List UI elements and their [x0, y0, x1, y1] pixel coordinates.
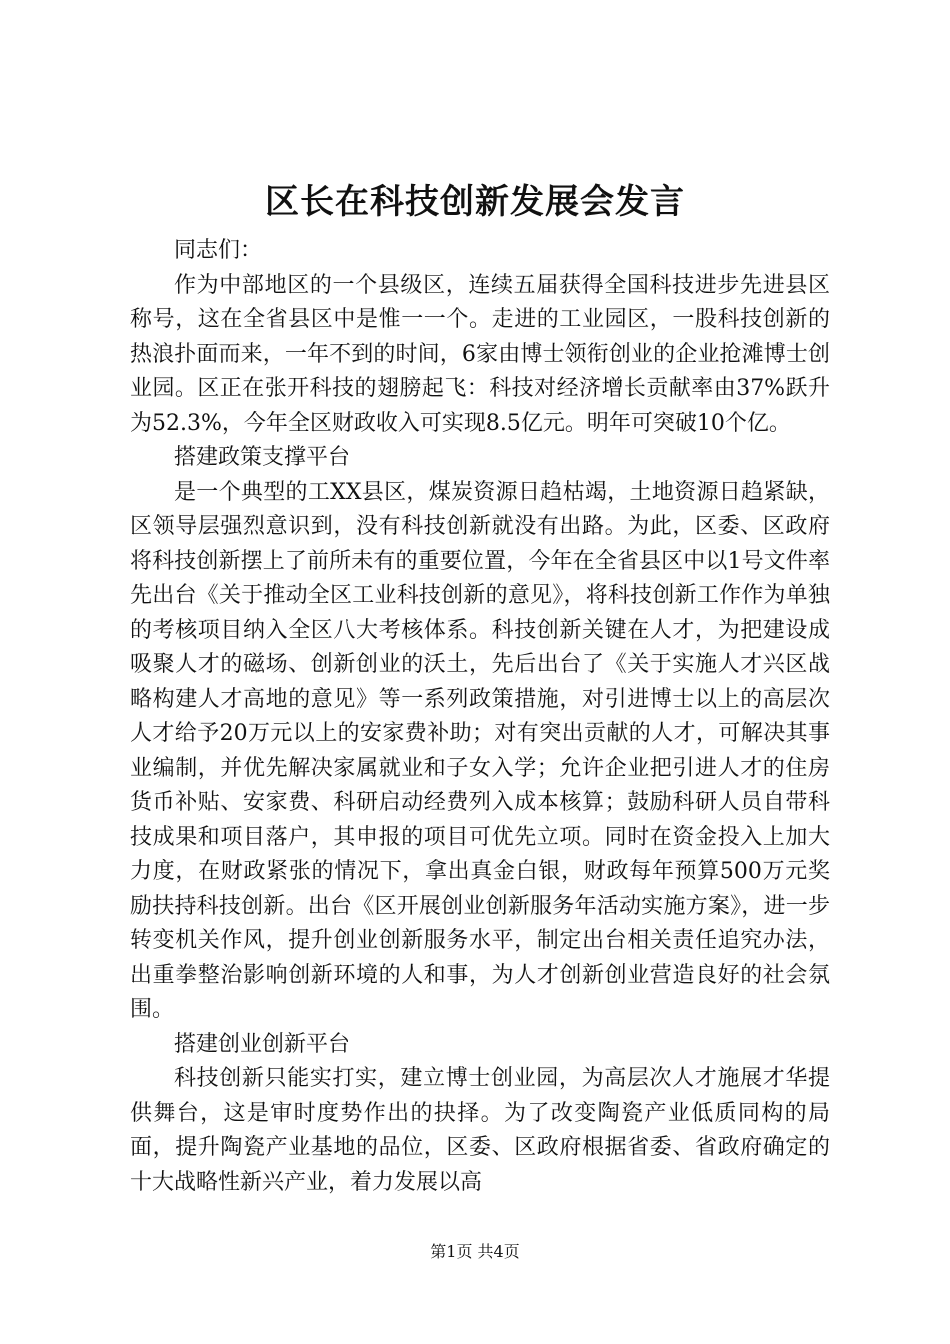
paragraph-intro: 作为中部地区的一个县级区，连续五届获得全国科技进步先进县区称号，这在全省县区中是惟一一个。走进的工业园区，一股科技创新的热浪扑面而来，一年不到的时间，6家由博士领衔创业的企业抢滩博士创业园。区正在张开科技的翅膀起飞：科技对经济增长贡献率由37%跃升为52.3%，今年全区财政收入可实现8.5亿元。明年可突破10个亿。	[130, 272, 830, 436]
section-heading-policy: 搭建政策支撑平台	[174, 445, 351, 470]
paragraph-policy: 是一个典型的工XX县区，煤炭资源日趋枯竭，土地资源日趋紧缺，区领导层强烈意识到，没有科技创新就没有出路。为此，区委、区政府将科技创新摆上了前所未有的重要位置，今年在全省县区中以1号文件率先出台《关于推动全区工业科技创新的意见》，将科技创新工作作为单独的考核项目纳入全区八大考核体系。科技创新关键在人才，为把建设成吸聚人才的磁场、创新创业的沃土，先后出台了《关于实施人才兴区战略构建人才高地的意见》等一系列政策措施，对引进博士以上的高层次人才给予20万元以上的安家费补助；对有突出贡献的人才，可解决其事业编制，并优先解决家属就业和子女入学；允许企业把引进人才的住房货币补贴、安家费、科研启动经费列入成本核算；鼓励科研人员自带科技成果和项目落户，其申报的项目可优先立项。同时在资金投入上加大力度，在财政紧张的情况下，拿出真金白银，财政每年预算500万元奖励扶持科技创新。出台《区开展创业创新服务年活动实施方案》，进一步转变机关作风，提升创业创新服务水平，制定出台相关责任追究办法，出重拳整治影响创新环境的人和事，为人才创新创业营造良好的社会氛围。	[130, 479, 830, 1022]
document-title: 区长在科技创新发展会发言	[265, 182, 685, 222]
section-heading-innovation: 搭建创业创新平台	[174, 1031, 351, 1057]
page-footer: 第1页 共4页	[430, 1242, 520, 1261]
document-body	[130, 234, 830, 1200]
salutation: 同志们：	[174, 238, 263, 263]
paragraph-innovation: 科技创新只能实打实，建立博士创业园，为高层次人才施展才华提供舞台，这是审时度势作出的抉择。为了改变陶瓷产业低质同构的局面，提升陶瓷产业基地的品位，区委、区政府根据省委、省政府确定的十大战略性新兴产业，着力发展以高	[130, 1066, 830, 1195]
